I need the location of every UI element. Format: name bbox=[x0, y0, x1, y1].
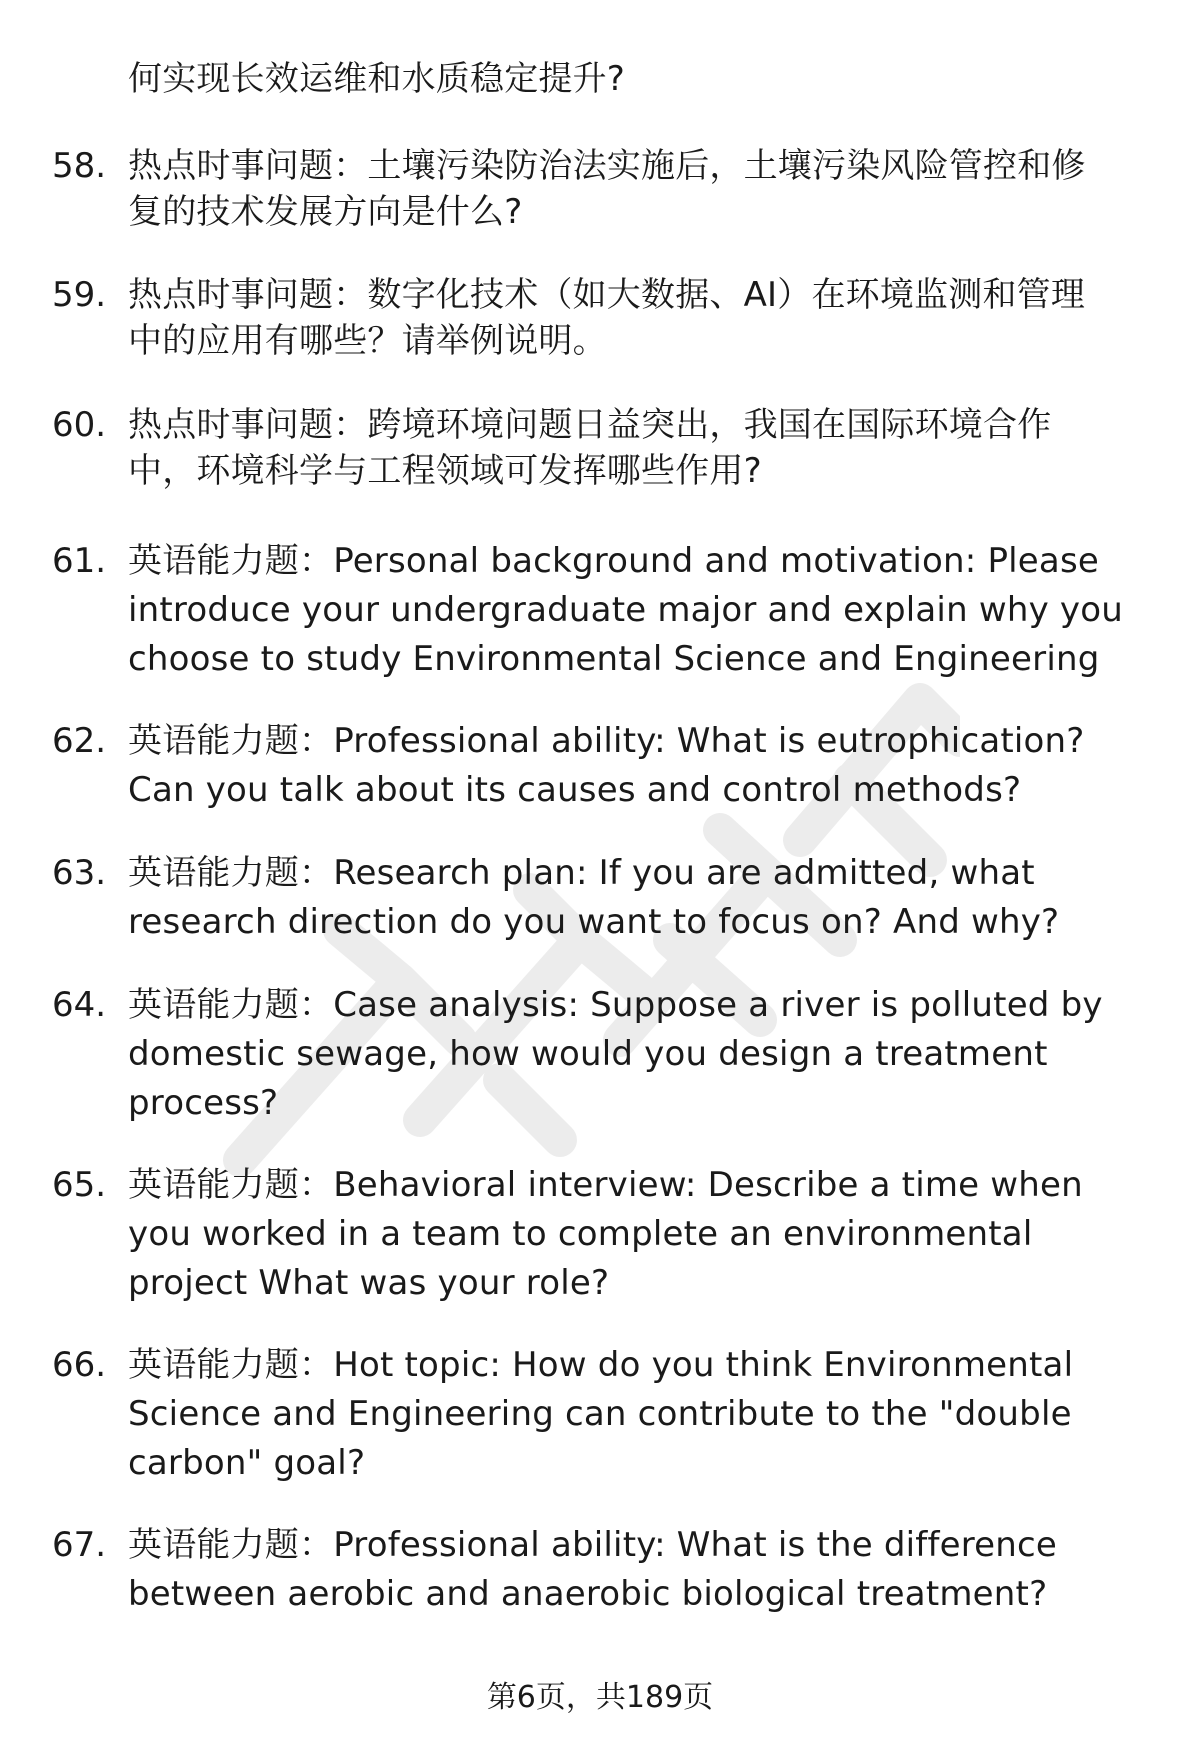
question-line: carbon" goal? bbox=[128, 1443, 366, 1483]
question-number: 64. bbox=[52, 985, 107, 1025]
question-line: 复的技术发展方向是什么? bbox=[128, 192, 523, 232]
question-line: 中，环境科学与工程领域可发挥哪些作用? bbox=[128, 451, 762, 491]
question-line: 英语能力题：Professional ability: What is eutrophication? bbox=[128, 721, 1085, 761]
question-line: 英语能力题：Case analysis: Suppose a river is polluted by bbox=[128, 985, 1103, 1025]
question-line: domestic sewage, how would you design a treatment bbox=[128, 1034, 1048, 1074]
question-line: introduce your undergraduate major and explain why you bbox=[128, 590, 1123, 630]
page-number-footer: 第6页，共189页 bbox=[486, 1680, 714, 1715]
question-line: 热点时事问题：土壤污染防治法实施后，土壤污染风险管控和修 bbox=[128, 146, 1086, 186]
continuation-text: 何实现长效运维和水质稳定提升? bbox=[128, 59, 626, 99]
question-line: Can you talk about its causes and control methods? bbox=[128, 770, 1022, 810]
question-line: 中的应用有哪些？请举例说明。 bbox=[128, 321, 607, 361]
question-number: 66. bbox=[52, 1345, 107, 1385]
question-number: 58. bbox=[52, 146, 107, 186]
question-line: 英语能力题：Personal background and motivation: Please bbox=[128, 541, 1099, 581]
question-number: 63. bbox=[52, 853, 107, 893]
question-line: 热点时事问题：数字化技术（如大数据、AI）在环境监测和管理 bbox=[128, 275, 1086, 315]
question-line: project What was your role? bbox=[128, 1263, 610, 1303]
question-number: 65. bbox=[52, 1165, 107, 1205]
question-number: 59. bbox=[52, 275, 107, 315]
question-line: process? bbox=[128, 1083, 279, 1123]
question-line: 热点时事问题：跨境环境问题日益突出，我国在国际环境合作 bbox=[128, 405, 1052, 445]
question-number: 61. bbox=[52, 541, 107, 581]
question-number: 67. bbox=[52, 1525, 107, 1565]
question-line: you worked in a team to complete an environmental bbox=[128, 1214, 1033, 1254]
question-line: research direction do you want to focus on? And why? bbox=[128, 902, 1060, 942]
question-number: 62. bbox=[52, 721, 107, 761]
question-line: 英语能力题：Behavioral interview: Describe a time when bbox=[128, 1165, 1083, 1205]
question-line: 英语能力题：Professional ability: What is the difference bbox=[128, 1525, 1058, 1565]
question-line: choose to study Environmental Science and Engineering bbox=[128, 639, 1100, 679]
question-line: between aerobic and anaerobic biological treatment? bbox=[128, 1574, 1048, 1614]
question-line: 英语能力题：Hot topic: How do you think Environmental bbox=[128, 1345, 1074, 1385]
question-line: 英语能力题：Research plan: If you are admitted, what bbox=[128, 853, 1035, 893]
question-number: 60. bbox=[52, 405, 107, 445]
question-line: Science and Engineering can contribute to the "double bbox=[128, 1394, 1072, 1434]
